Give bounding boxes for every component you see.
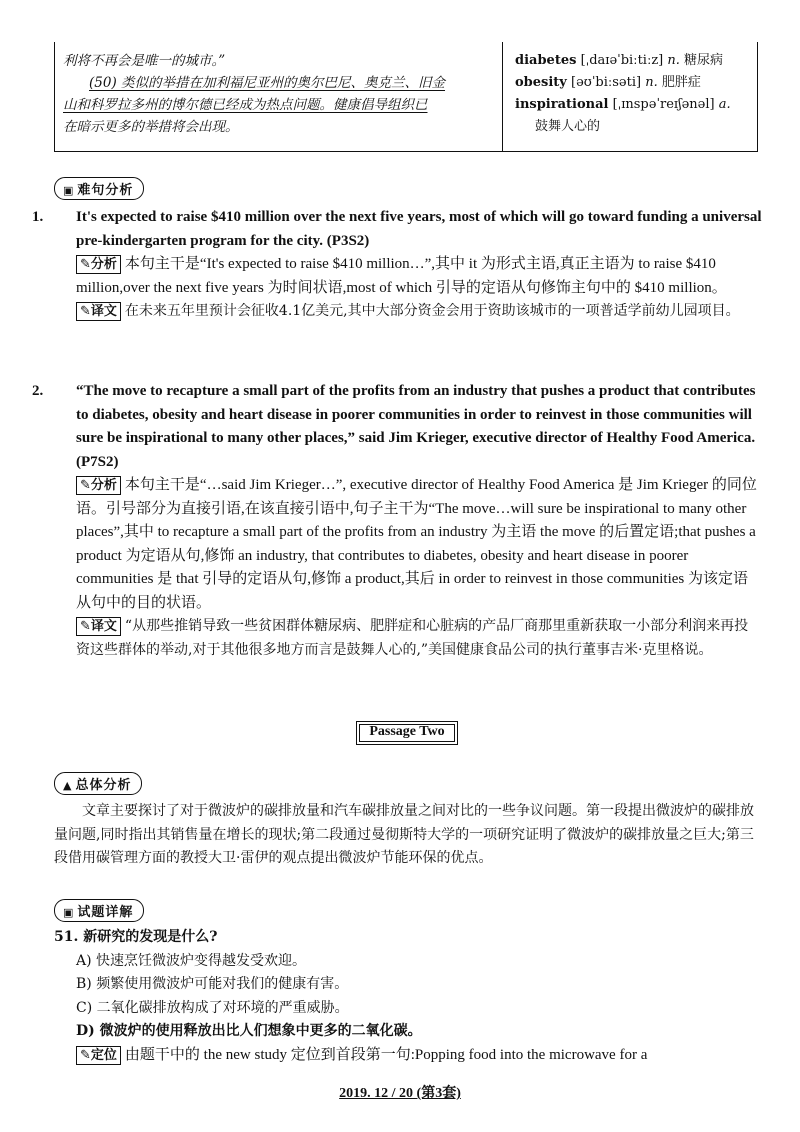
section-tag: ▲ 总体分析 bbox=[54, 772, 142, 795]
triangle-icon: ▲ bbox=[63, 779, 73, 792]
option-c: C) 二氧化碳排放构成了对环境的严重威胁。 bbox=[76, 999, 349, 1016]
question-title: 51. 新研究的发现是什么? bbox=[54, 929, 218, 945]
page-footer: 2019. 12 / 20 (第3套) bbox=[339, 1086, 461, 1101]
top-table bbox=[54, 42, 758, 152]
vocab-item: inspirational [ˌɪnspəˈreɪʃənəl] a. 鼓舞人心的 bbox=[515, 97, 731, 134]
option-b: B) 频繁使用微波炉可能对我们的健康有害。 bbox=[76, 976, 349, 992]
sentence-text: 2. “The move to recapture a small part of the profits from an industry that pushes a product that contributes to diabetes, obesity and heart disease in poorer communities in order to reinvest in those communities will sure be inspirational to many other places,” said Jim Krieger, executive director of Healthy Food America. (P7S2) bbox=[32, 383, 756, 470]
book-icon: ▣ bbox=[63, 184, 75, 197]
analysis-block: ✎分析 本句主干是“It's expected to raise $410 million…”,其中 it 为形式主语,真正主语为 to raise $410 million,over the next five years 为时间状语,most of which 引导的定语从句修饰主句中的 $410 million。 bbox=[76, 256, 727, 296]
overall-analysis: 文章主要探讨了对于微波炉的碳排放量和汽车碳排放量之间对比的一些争议问题。第一段提出微波炉的碳排放量问题,同时指出其销售量在增长的现状;第二段通过曼彻斯特大学的一项研究证明了微波炉的碳排放量之巨大;第三段借用碳管理方面的教授大卫·雷伊的观点提出微波炉节能环保的优点。 bbox=[54, 803, 754, 866]
translation-line: 山和科罗拉多州的博尔德已经成为热点问题。健康倡导组织已 bbox=[63, 97, 428, 113]
translation-label: ✎译文 bbox=[76, 302, 121, 321]
vocab-item: obesity [əʊˈbiːsəti] n. 肥胖症 bbox=[515, 75, 701, 90]
translation-cell bbox=[55, 42, 503, 151]
option-a: A) 快速烹饪微波炉变得越发受欢迎。 bbox=[76, 952, 307, 969]
locate-label: ✎定位 bbox=[76, 1046, 121, 1065]
translation-label: ✎译文 bbox=[76, 617, 121, 636]
analysis-label: ✎分析 bbox=[76, 476, 121, 495]
analysis-block: ✎分析 本句主干是“…said Jim Krieger…”, executive director of Healthy Food America 是 Jim Krieger 的同位语。引号部分为直接引语,在该直接引语中,句子主干为“The move…will sure be inspirational to many other places”,其中 to recapture a small part of the profits from an industry 为主语 the move 的后置定语;that pushes a product 为定语从句,修饰 an industry, that contributes to diabetes, obesity and heart disease in poorer communities 是 that 引导的定语从句,修饰 a product,其后 in order to reinvest in those communities 为该定语从句中的目的状语。 bbox=[76, 477, 757, 611]
vocab-cell bbox=[503, 42, 757, 151]
question-block bbox=[54, 926, 762, 1067]
vocab-item: diabetes [ˌdaɪəˈbiːtiːz] n. 糖尿病 bbox=[515, 53, 724, 68]
difficult-sentence-1 bbox=[32, 206, 762, 324]
locate-block: ✎定位 由题干中的 the new study 定位到首段第一句:Popping food into the microwave for a bbox=[54, 1044, 762, 1068]
sentence-text: 1. It's expected to raise $410 million over the next five years, most of which will go toward funding a universal pre-kindergarten program for the city. (P3S2) bbox=[32, 209, 762, 249]
passage-title: Passage Two bbox=[356, 721, 458, 745]
translation-line: (50) 类似的举措在加利福尼亚州的奥尔巴尼、奥克兰、旧金 bbox=[89, 75, 446, 91]
difficult-sentence-2 bbox=[32, 380, 762, 662]
translation-line: 在暗示更多的举措将会出现。 bbox=[63, 119, 239, 135]
section-tag: ▣ 试题详解 bbox=[54, 899, 144, 922]
translation-line: 利将不再会是唯一的城市。” bbox=[63, 53, 226, 69]
option-d: D) 微波炉的使用释放出比人们想象中更多的二氧化碳。 bbox=[76, 1023, 422, 1039]
book-icon: ▣ bbox=[63, 906, 75, 919]
translation-block: ✎译文 “从那些推销导致一些贫困群体糖尿病、肥胖症和心脏病的产品厂商那里重新获取一小部分利润来再投资这些群体的举动,对于其他很多地方而言是鼓舞人心的,”美国健康食品公司的执行董事吉米·克里格说。 bbox=[76, 618, 749, 658]
translation-block: ✎译文 在未来五年里预计会征收4.1亿美元,其中大部分资金会用于资助该城市的一项普适学前幼儿园项目。 bbox=[54, 300, 762, 324]
analysis-label: ✎分析 bbox=[76, 255, 121, 274]
section-tag: ▣ 难句分析 bbox=[54, 177, 144, 200]
